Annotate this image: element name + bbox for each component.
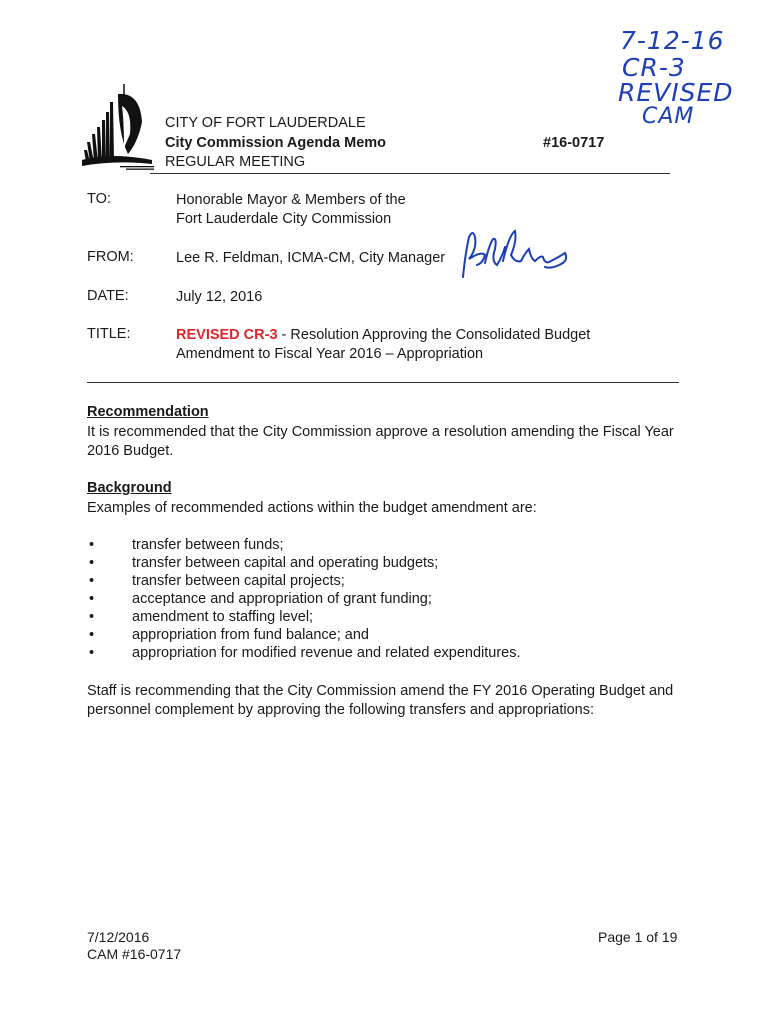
handwritten-cam: CAM [642,104,695,129]
memo-type: City Commission Agenda Memo [165,135,387,151]
budget-actions-list [87,536,521,662]
from-label: FROM: [87,249,134,265]
to-line-2: Fort Lauderdale City Commission [176,211,392,227]
handwritten-revised: REVISED [618,78,734,107]
fields-divider [87,382,679,383]
handwritten-date: 7-12-16 [620,26,725,55]
bullet-icon: • [89,627,95,643]
handwritten-item-number: CR-3 [622,53,686,82]
list-item: • transfer between capital projects; [89,573,345,589]
revised-tag: REVISED CR-3 [176,327,278,343]
memo-number: #16-0717 [543,135,605,151]
background-heading: Background [87,480,172,496]
signature-image [455,225,575,285]
title-text: - Resolution Approving the Consolidated Budget [277,327,591,343]
title-line-1 [176,326,590,345]
meeting-type: REGULAR MEETING [165,154,306,170]
to-line-1: Honorable Mayor & Members of the [176,192,406,208]
city-seal-logo-icon [80,82,155,170]
list-item: • appropriation for modified revenue and related expenditures. [89,645,521,661]
background-closing: Staff is recommending that the City Commission amend the FY 2016 Operating Budget and personnel complement by approving the following transfers and appropriations: [87,683,674,718]
list-item: • amendment to staffing level; [89,609,314,625]
list-item: • transfer between funds; [89,537,284,553]
page-number: Page 1 of 19 [598,929,678,945]
bullet-icon: • [89,555,95,571]
footer-cam-number: CAM #16-0717 [87,946,182,962]
header-divider [150,173,670,174]
date-value: July 12, 2016 [176,289,263,305]
bullet-icon: • [89,609,95,625]
list-item: • appropriation from fund balance; and [89,627,369,643]
from-value: Lee R. Feldman, ICMA-CM, City Manager [176,250,446,266]
recommendation-text: It is recommended that the City Commission approve a resolution amending the Fiscal Year 2016 Budget. [87,424,674,459]
list-item: • acceptance and appropriation of grant funding; [89,591,432,607]
background-intro: Examples of recommended actions within the budget amendment are: [87,500,537,516]
title-line-2: Amendment to Fiscal Year 2016 – Appropriation [176,346,484,362]
bullet-icon: • [89,537,95,553]
recommendation-heading: Recommendation [87,404,209,420]
to-label: TO: [87,191,111,207]
bullet-icon: • [89,645,95,661]
list-item: • transfer between capital and operating budgets; [89,555,439,571]
city-name: CITY OF FORT LAUDERDALE [165,115,366,131]
date-label: DATE: [87,288,129,304]
title-label: TITLE: [87,326,131,342]
footer-date: 7/12/2016 [87,929,150,945]
bullet-icon: • [89,573,95,589]
bullet-icon: • [89,591,95,607]
